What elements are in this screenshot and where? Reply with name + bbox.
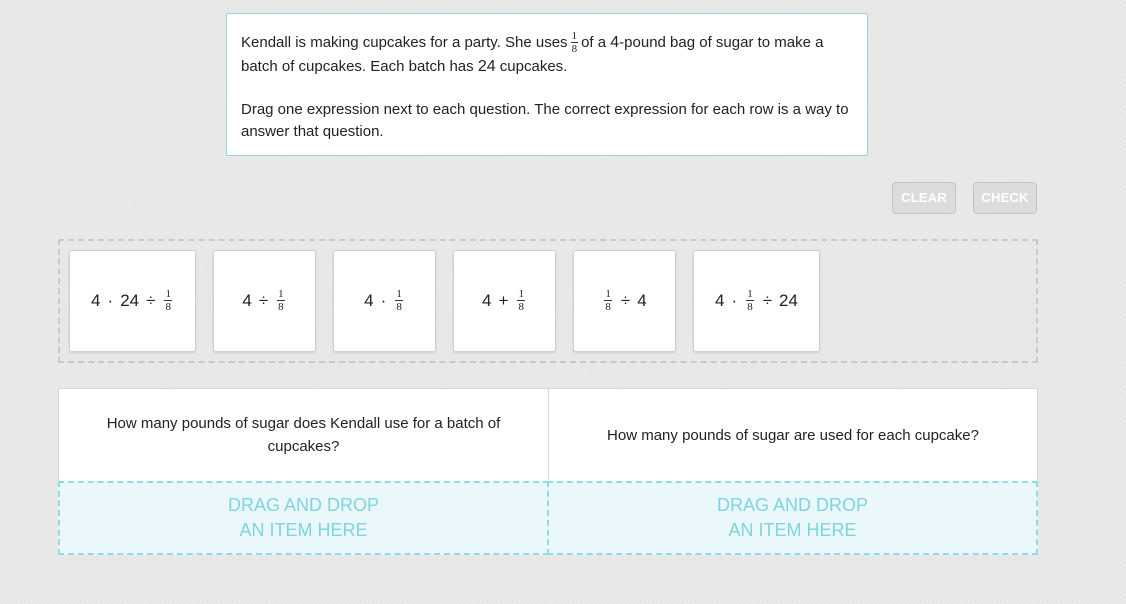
tile-term: 24 (779, 291, 798, 310)
fraction-numerator: 1 (165, 287, 171, 300)
expression-tile[interactable] (693, 250, 820, 352)
tile-operator: · (731, 291, 738, 310)
drop-zone[interactable] (58, 481, 549, 555)
tile-operator: ÷ (620, 291, 631, 310)
tile-term: 4 (715, 291, 725, 310)
question-grid (58, 388, 1038, 556)
expression-tile[interactable] (453, 250, 556, 352)
tile-term: 24 (120, 291, 140, 310)
expression-tile[interactable] (573, 250, 676, 352)
fraction-numerator: 1 (396, 287, 402, 300)
tile-term: 4 (364, 291, 374, 310)
drop-zone-line: DRAG AND DROP (227, 495, 380, 515)
batch-count: 24 (477, 58, 496, 75)
tile-operator: · (380, 291, 387, 310)
problem-text-part: of a (581, 34, 607, 51)
tile-bank (58, 239, 1038, 363)
fraction-numerator: 1 (747, 287, 753, 300)
instructions-text: Drag one expression next to each question. The correct expression for each row is a way to answer that question. (241, 101, 849, 140)
problem-text (241, 31, 853, 79)
bag-weight: 4 (610, 34, 620, 51)
fraction-denominator: 8 (571, 42, 578, 55)
expression-tile[interactable] (69, 250, 196, 352)
tile-term: 4 (242, 291, 252, 310)
drop-zone-line: DRAG AND DROP (716, 495, 869, 515)
tile-operator: ÷ (762, 291, 773, 310)
tile-operator: · (107, 291, 114, 310)
fraction-denominator: 8 (518, 300, 524, 313)
tile-fraction (746, 289, 754, 312)
tile-fraction (164, 289, 172, 312)
tile-operator: ÷ (146, 291, 156, 310)
tile-fraction (604, 289, 612, 312)
fraction-numerator: 1 (605, 287, 611, 300)
fraction-denominator: 8 (165, 300, 171, 313)
clear-button[interactable]: CLEAR (892, 182, 956, 214)
fraction-numerator: 1 (278, 287, 284, 300)
question-text: How many pounds of sugar are used for each cupcake? (607, 426, 979, 444)
tile-fraction (395, 289, 403, 312)
drop-zone-label (228, 493, 379, 543)
fraction-denominator: 8 (278, 300, 284, 313)
check-button[interactable]: CHECK (973, 182, 1037, 214)
fraction-one-eighth (571, 31, 579, 54)
drop-zone-label (717, 493, 868, 543)
expression-tile[interactable] (213, 250, 316, 352)
question-cell (58, 388, 549, 482)
drop-zone-line: AN ITEM HERE (239, 520, 368, 540)
drop-zone[interactable] (547, 481, 1038, 555)
tile-operator: + (498, 291, 509, 310)
fraction-denominator: 8 (747, 300, 753, 313)
problem-text-part: -pound bag of sugar to make a batch of cupcakes. Each batch has (241, 34, 824, 75)
problem-text-part: Kendall is making cupcakes for a party. She uses (241, 34, 568, 51)
tile-term: 4 (637, 291, 647, 310)
problem-prompt (226, 13, 868, 156)
tile-term: 4 (482, 291, 492, 310)
fraction-denominator: 8 (396, 300, 402, 313)
tile-operator: ÷ (258, 291, 269, 310)
expression-tile[interactable] (333, 250, 436, 352)
fraction-numerator: 1 (518, 287, 524, 300)
tile-fraction (517, 289, 525, 312)
drop-zone-line: AN ITEM HERE (728, 520, 857, 540)
fraction-denominator: 8 (605, 300, 611, 313)
question-cell (548, 388, 1038, 482)
question-text: How many pounds of sugar does Kendall use for a batch of cupcakes? (106, 415, 501, 455)
problem-text-part: cupcakes. (499, 58, 568, 75)
tile-term: 4 (91, 291, 101, 310)
tile-fraction (277, 289, 285, 312)
fraction-numerator: 1 (571, 29, 578, 42)
